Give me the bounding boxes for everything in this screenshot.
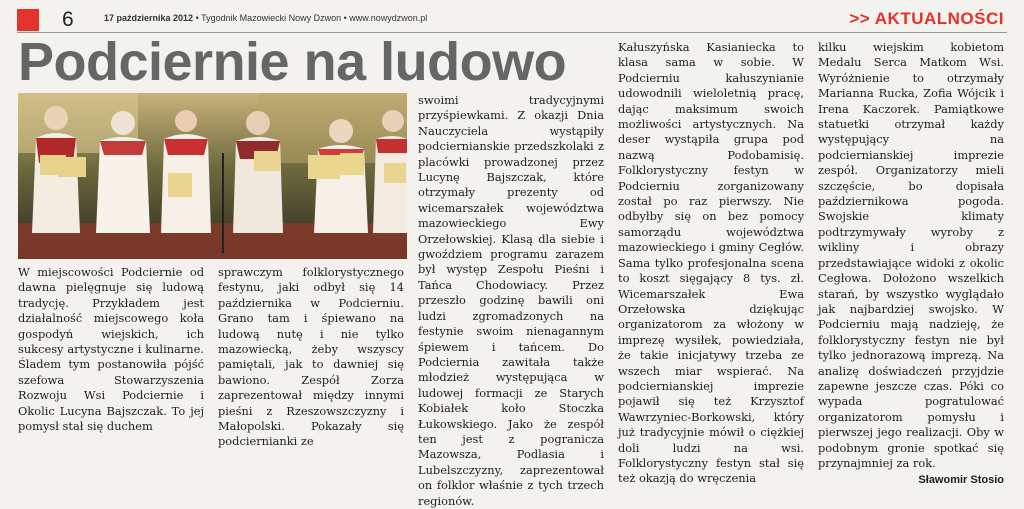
column-text: swoimi tradycyjnymi przyśpiewkami. Z okazji Dnia Nauczyciela wystąpiły podciernianskie przedszkolaki z placówki prowadzonej przez Lucynę Bajszczak, które otrzymały prezenty od wicemarszałek województwa mazowieckiego Ewy Orzełowskiej. Klasą dla siebie i gwoździem programu zarazem był występ Zespołu Pieśni i Tańca Chodowiacy. Przez przeszło godzinę bawili oni ludzi zgromadzonych na festynie swoim nienagannym śpiewem i tańcem. Do Podciernia zawitała także młodzież występująca w ludowej formacji ze Starych Kobiałek koło Stoczka Łukowskiego. Jako że zespół ten jest z pogranicza Mazowsza, Podlasia i Lubelszczyzny, zaprezentował on folklor właśnie z tych trzech regionów. — [418, 93, 604, 508]
article-column-4 — [618, 40, 804, 487]
photo-folk-singers — [18, 93, 407, 259]
column-text: sprawczym folklorystycznego festynu, jaki odbył się 14 października w Podcierniu. Grano tam i śpiewano na ludową nutę i nie tylko mazowiecką, żeby wszyscy pamiętali, jak to dawniej się bawiono. Zespół Zorza zaprezentował między innymi pieśni z Rzeszowszczyzny i Małopolski. Pokazały się podciernianki ze — [218, 265, 404, 449]
article-column-5 — [818, 40, 1004, 489]
publication-info: • Tygodnik Mazowiecki Nowy Dzwon • www.nowydzwon.pl — [195, 13, 428, 23]
dateline — [104, 13, 427, 23]
article-column-2 — [218, 265, 404, 450]
headline: Podciernie na ludowo — [18, 32, 567, 92]
section-marker — [17, 9, 39, 31]
page-header — [0, 0, 1024, 30]
issue-date: 17 października 2012 — [104, 13, 194, 23]
column-text: Kałuszyńska Kasianiecka to klasa sama w sobie. W Podcierniu kałuszynianie udowodnili wieloletnią pracę, dając maksimum swoich możliwości artystycznych. Na deser wystąpiła grupa pod nazwą Podobamisię. Folklorystyczny festyn w Podcierniu zorganizowany został po raz pierwszy. Nie odbyłby się on bez pomocy samorządu województwa mazowieckiego i gminy Cegłów. Sama tylko profesjonalna scena to koszt sięgający 8 tys. zł. Wicemarszałek Ewa Orzełowska dziękując organizatorom za włożony w imprezę wysiłek, powiedziała, że takie inicjatywy trzeba ze wszech miar wspierać. Na podciernianskiej imprezie pojawił się też Krzysztof Wawrzyniec-Borkowski, który już tradycyjnie mówił o ciężkiej doli ludzi na wsi. Folklorystyczny festyn stał się też okazją do wręczenia — [618, 40, 804, 486]
article-column-1 — [18, 265, 204, 434]
byline: Sławomir Stosio — [918, 474, 1004, 487]
column-text: kilku wiejskim kobietom Medalu Serca Matkom Wsi. Wyróżnienie to otrzymały Marianna Rucka, Zofia Wójcik i Irena Kaczorek. Pamiątkowe statuetki otrzymał każdy występujący na podciernianskiej imprezie zespół. Organizatorzy mieli szczęście, bo dopisała październikowa pogoda. Swojskie klimaty podtrzymywały wyroby z wikliny i obrazy przedstawiające widoki z okolic Cegłowa. Dołożono wszelkich starań, by wszystko wyglądało jak najbardziej swojsko. W Podcierniu mają nadzieję, że folklorystyczny festyn nie był tylko jednorazową imprezą. Na analizę doświadczeń przyjdzie zapewne jeszcze czas. Póki co wypada pogratulować organizatorom pomysłu i pierwszej jego realizacji. Oby w podobnym gronie spotkać się przynajmniej za rok. — [818, 40, 1004, 470]
article-column-3 — [418, 93, 604, 509]
section-title: >> AKTUALNOŚCI — [849, 9, 1004, 28]
page-number: 6 — [62, 8, 74, 31]
article-photo — [18, 93, 407, 259]
column-text: W miejscowości Podciernie od dawna pielęgnuje się ludową tradycję. Przykładem jest działalność miejscowego koła gospodyń wiejskich, ich sukcesy artystyczne i kulinarne. Śladem tym postanowiła pójść szefowa Stowarzyszenia Rozwoju Wsi Podciernie i Okolic Lucyna Bajszczak. To jej pomysł stał się duchem — [18, 265, 204, 434]
